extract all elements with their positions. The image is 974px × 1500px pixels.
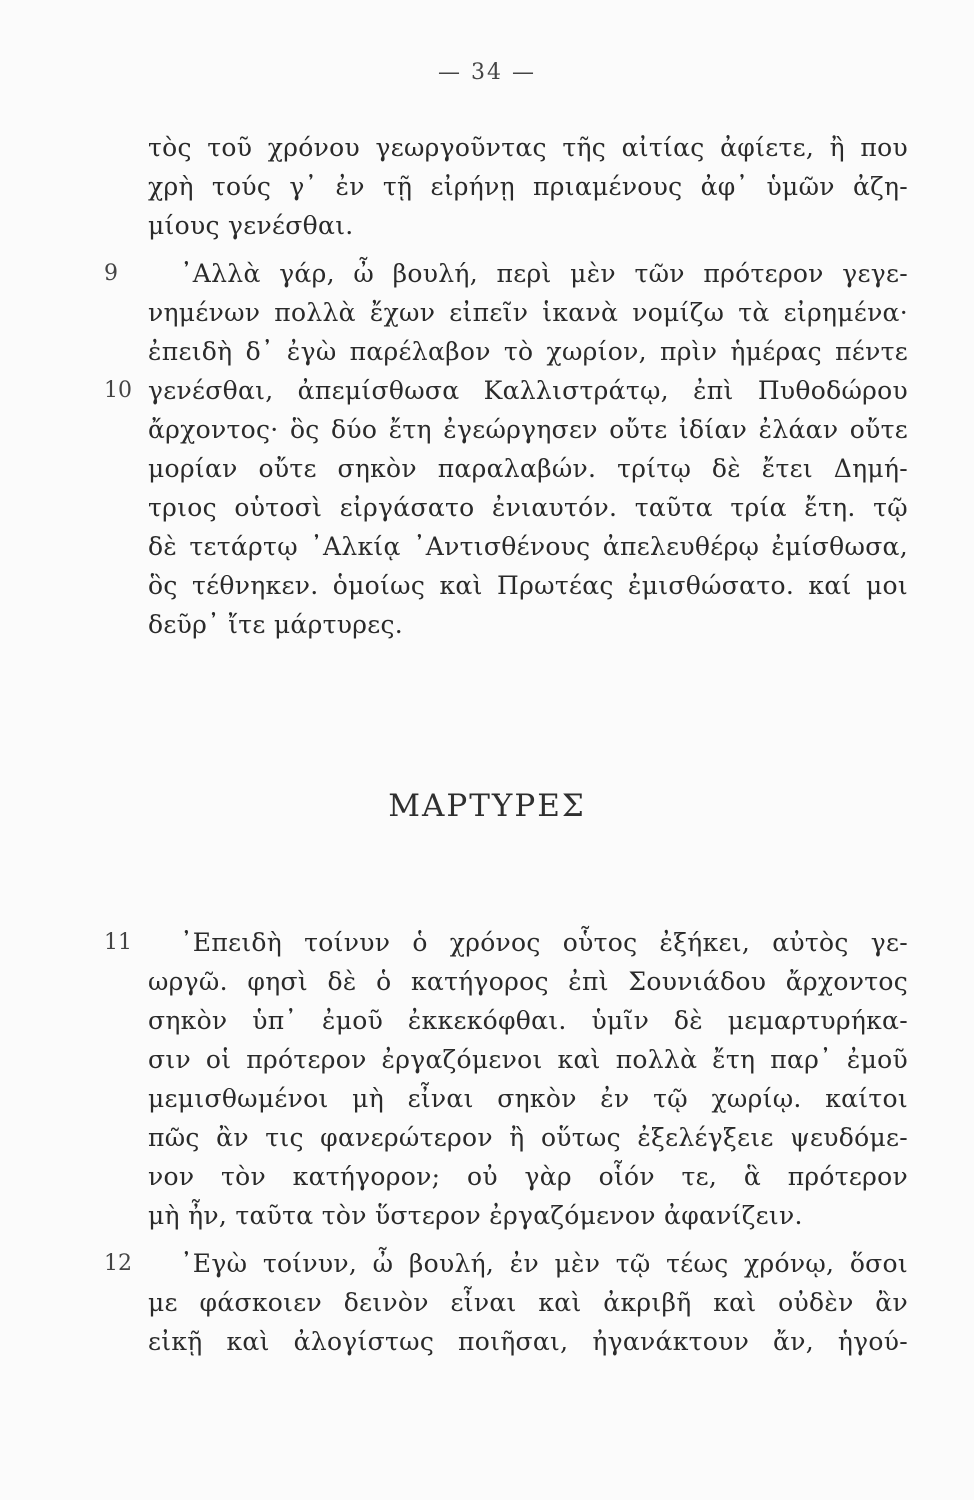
text-line: τριος οὑτοσὶ εἰργάσατο ἐνιαυτόν. ταῦτα τρία ἔτη. τῷ	[148, 493, 908, 522]
text-line: χρὴ τούς γ᾽ ἐν τῇ εἰρήνῃ πριαμένους ἀφ᾽ ὑμῶν ἀζη-	[148, 172, 908, 201]
text-line: γενέσθαι, ἀπεμίσθωσα Καλλιστράτῳ, ἐπὶ Πυθοδώρου	[148, 376, 908, 405]
text-line: μίους γενέσθαι.	[148, 211, 354, 240]
text-line: νον τὸν κατήγορον; οὐ γὰρ οἷόν τε, ἃ πρότερον	[148, 1162, 908, 1191]
section-heading: ΜΑΡΤΥΡΕΣ	[388, 788, 586, 824]
text-line: ᾽Εγὼ τοίνυν, ὦ βουλή, ἐν μὲν τῷ τέως χρόνῳ, ὅσοι	[180, 1249, 908, 1278]
section-number-12: 12	[104, 1251, 132, 1276]
text-line: δὲ τετάρτῳ ᾽Αλκίᾳ ᾽Αντισθένους ἀπελευθέρῳ ἐμίσθωσα,	[148, 532, 908, 561]
section-number-9: 9	[104, 261, 118, 286]
text-line: ἄρχοντος· ὃς δύο ἔτη ἐγεώργησεν οὔτε ἰδίαν ἐλάαν οὔτε	[148, 415, 908, 444]
text-line: με φάσκοιεν δεινὸν εἶναι καὶ ἀκριβῆ καὶ οὐδὲν ἂν	[148, 1288, 908, 1317]
text-line: ἐπειδὴ δ᾽ ἐγὼ παρέλαβον τὸ χωρίον, πρὶν ἡμέρας πέντε	[148, 337, 908, 366]
section-number-10: 10	[104, 378, 132, 403]
page-number: — 34 —	[438, 60, 536, 85]
text-line: νημένων πολλὰ ἔχων εἰπεῖν ἱκανὰ νομίζω τὰ εἰρημένα·	[148, 298, 908, 327]
text-line: δεῦρ᾽ ἴτε μάρτυρες.	[148, 610, 404, 639]
text-line: εἰκῇ καὶ ἀλογίστως ποιῆσαι, ἠγανάκτουν ἄν, ἡγού-	[148, 1327, 908, 1356]
text-line: μὴ ἦν, ταῦτα τὸν ὕστερον ἐργαζόμενον ἀφανίζειν.	[148, 1201, 803, 1230]
text-line: ὃς τέθνηκεν. ὁμοίως καὶ Πρωτέας ἐμισθώσατο. καί μοι	[148, 571, 908, 600]
text-line: σηκὸν ὑπ᾽ ἐμοῦ ἐκκεκόφθαι. ὑμῖν δὲ μεμαρτυρήκα-	[148, 1006, 908, 1035]
section-number-11: 11	[104, 930, 132, 955]
text-line: σιν οἱ πρότερον ἐργαζόμενοι καὶ πολλὰ ἔτη παρ᾽ ἐμοῦ	[148, 1045, 908, 1074]
text-line: τὸς τοῦ χρόνου γεωργοῦντας τῆς αἰτίας ἀφίετε, ἢ που	[148, 133, 908, 162]
text-line: μεμισθωμένοι μὴ εἶναι σηκὸν ἐν τῷ χωρίῳ. καίτοι	[148, 1084, 908, 1113]
text-line: μορίαν οὔτε σηκὸν παραλαβών. τρίτῳ δὲ ἔτει Δημή-	[148, 454, 908, 483]
text-line: ᾽Αλλὰ γάρ, ὦ βουλή, περὶ μὲν τῶν πρότερον γεγε-	[180, 259, 908, 288]
text-line: ᾽Επειδὴ τοίνυν ὁ χρόνος οὗτος ἐξήκει, αὐτὸς γε-	[180, 928, 908, 957]
text-line: ωργῶ. φησὶ δὲ ὁ κατήγορος ἐπὶ Σουνιάδου ἄρχοντος	[148, 967, 908, 996]
text-line: πῶς ἂν τις φανερώτερον ἢ οὕτως ἐξελέγξειε ψευδόμε-	[148, 1123, 908, 1152]
